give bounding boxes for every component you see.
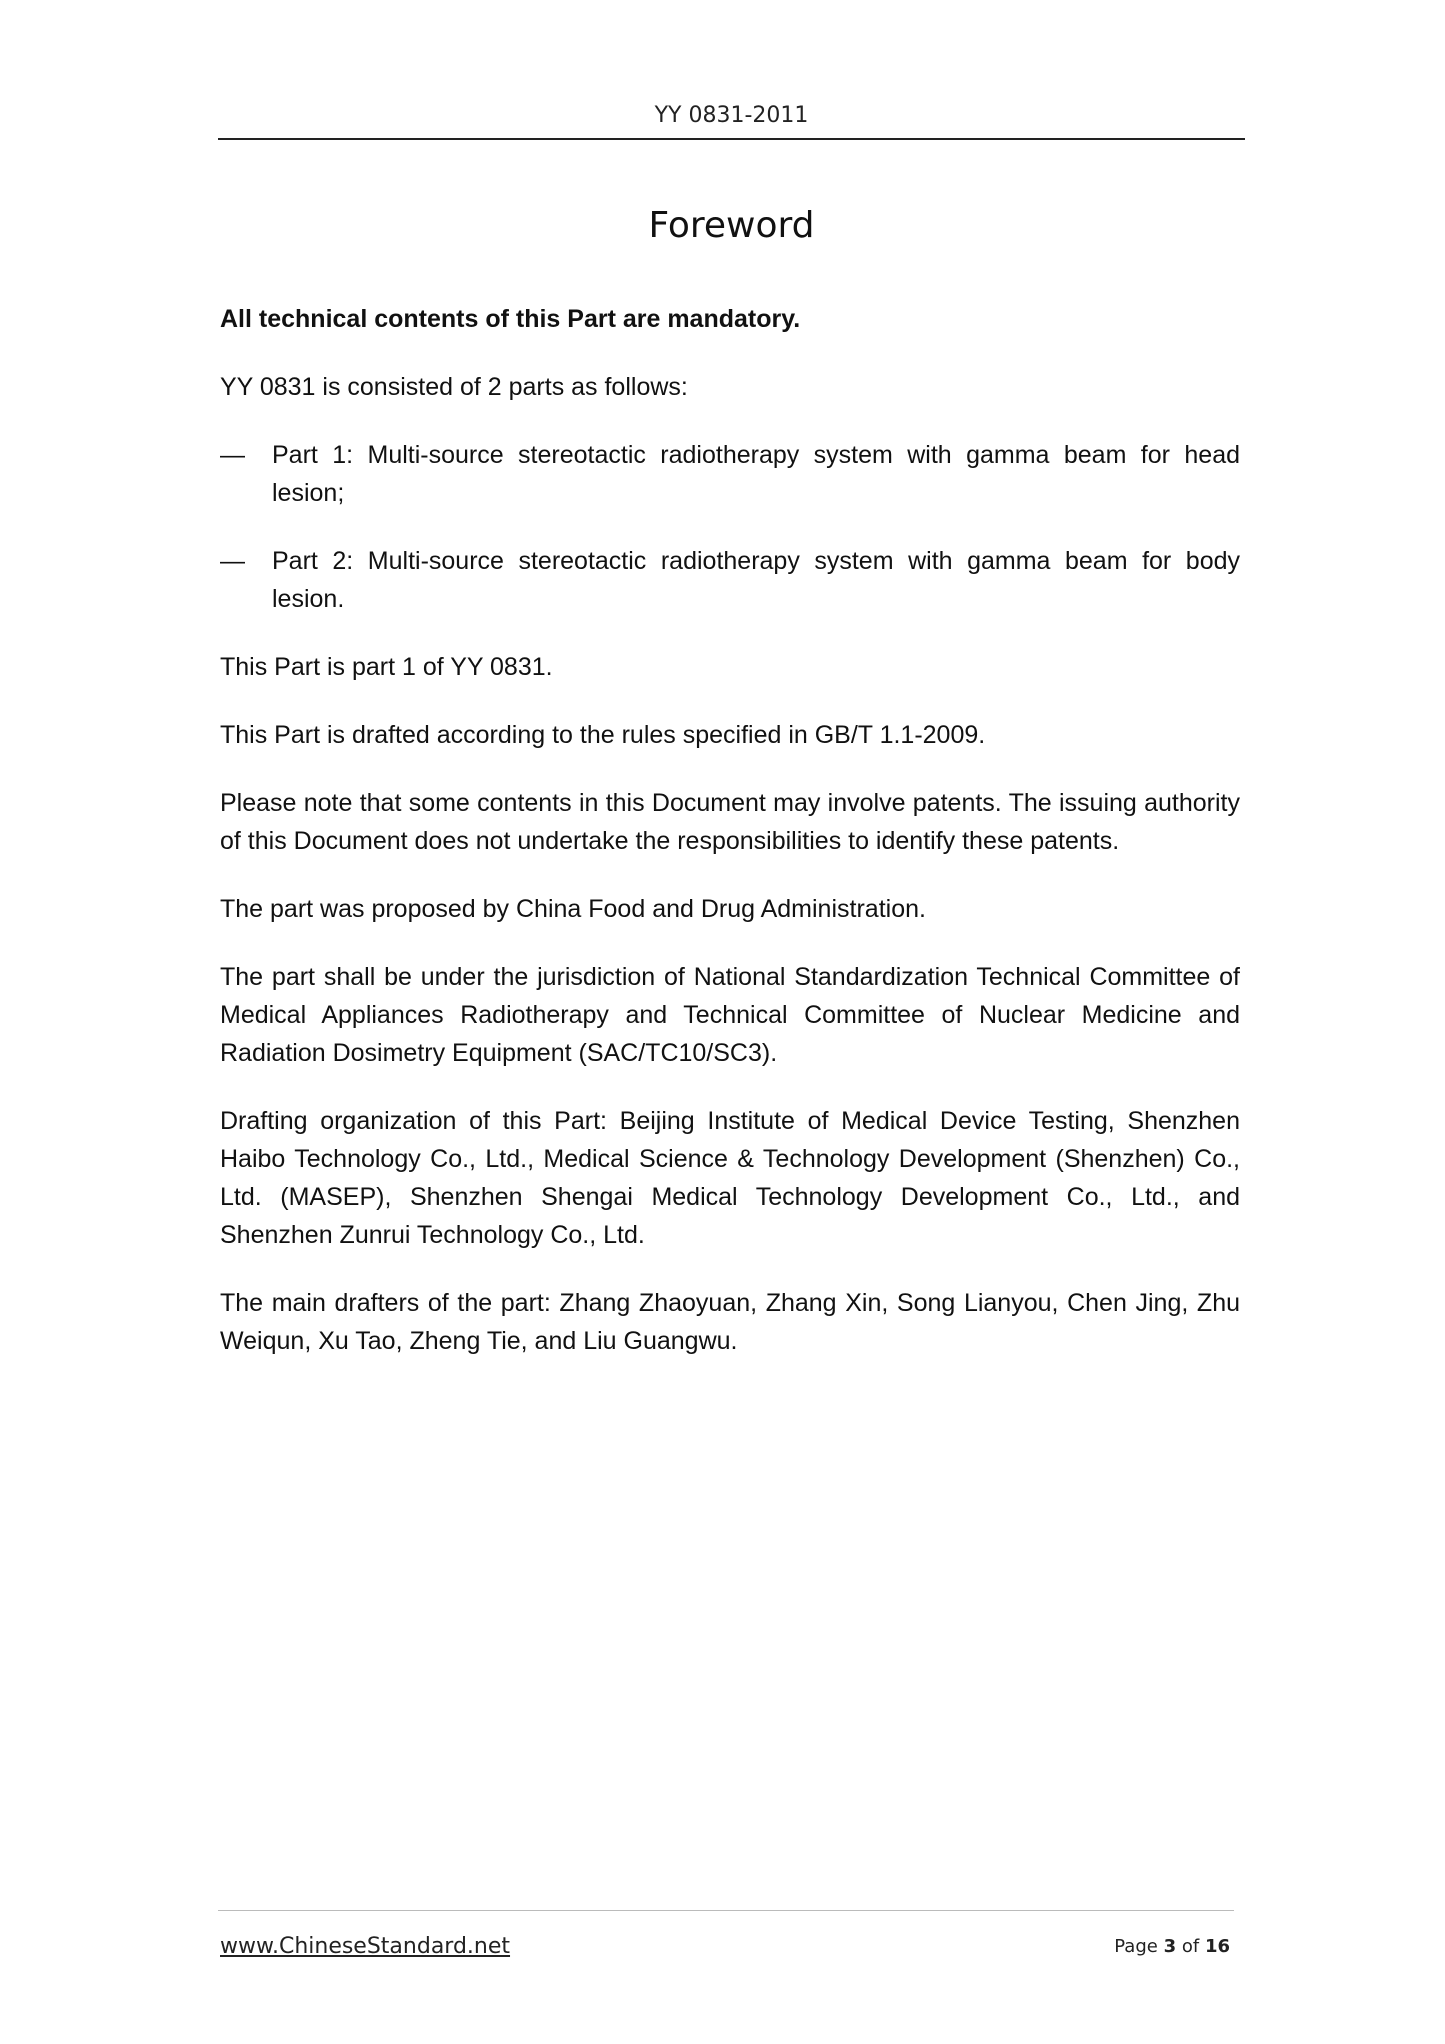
parts-intro: YY 0831 is consisted of 2 parts as follows:	[220, 373, 688, 401]
drafting-rules: This Part is drafted according to the rules specified in GB/T 1.1-2009.	[220, 721, 986, 749]
this-part-statement: This Part is part 1 of YY 0831.	[220, 653, 553, 681]
of-label: of	[1181, 1936, 1200, 1957]
proposer-statement: The part was proposed by China Food and Drug Administration.	[220, 895, 926, 923]
mandatory-statement: All technical contents of this Part are mandatory.	[220, 305, 801, 333]
dash-bullet: —	[220, 547, 245, 575]
current-page: 3	[1163, 1936, 1177, 1957]
page-number	[1114, 1936, 1230, 1957]
main-drafters: The main drafters of the part: Zhang Zhaoyuan, Zhang Xin, Song Lianyou, Chen Jing, Zhu Weiqun, Xu Tao, Zheng Tie, and Liu Guangwu.	[220, 1289, 1240, 1355]
footer-divider	[218, 1910, 1234, 1911]
jurisdiction-statement: The part shall be under the jurisdiction of National Standardization Technical Committee of Medical Appliances Radiotherapy and Technical Committee of Nuclear Medicine and Radiation Dosimetry Equipment (SAC/TC10/SC3).	[220, 963, 1240, 1067]
drafting-organizations: Drafting organization of this Part: Beijing Institute of Medical Device Testing, Shenzhen Haibo Technology Co., Ltd., Medical Science & Technology Development (Shenzhen) Co., Ltd. (MASEP), Shenzhen Shengai Medical Technology Development Co., Ltd., and Shenzhen Zunrui Technology Co., Ltd.	[220, 1107, 1240, 1249]
foreword-body	[220, 300, 1240, 1390]
page-title: Foreword	[648, 205, 815, 246]
part2-description: Part 2: Multi-source stereotactic radiotherapy system with gamma beam for body lesion.	[272, 547, 1240, 613]
header-divider	[218, 138, 1245, 140]
page-label: Page	[1114, 1936, 1158, 1957]
list-item	[220, 436, 1240, 512]
patents-notice: Please note that some contents in this Document may involve patents. The issuing authority of this Document does not undertake the responsibilities to identify these patents.	[220, 789, 1240, 855]
list-item	[220, 542, 1240, 618]
dash-bullet: —	[220, 441, 245, 469]
total-pages: 16	[1204, 1936, 1230, 1957]
part1-description: Part 1: Multi-source stereotactic radiotherapy system with gamma beam for head lesion;	[272, 441, 1240, 507]
document-code: YY 0831-2011	[654, 103, 809, 128]
website-link[interactable]: www.ChineseStandard.net	[220, 1934, 511, 1959]
